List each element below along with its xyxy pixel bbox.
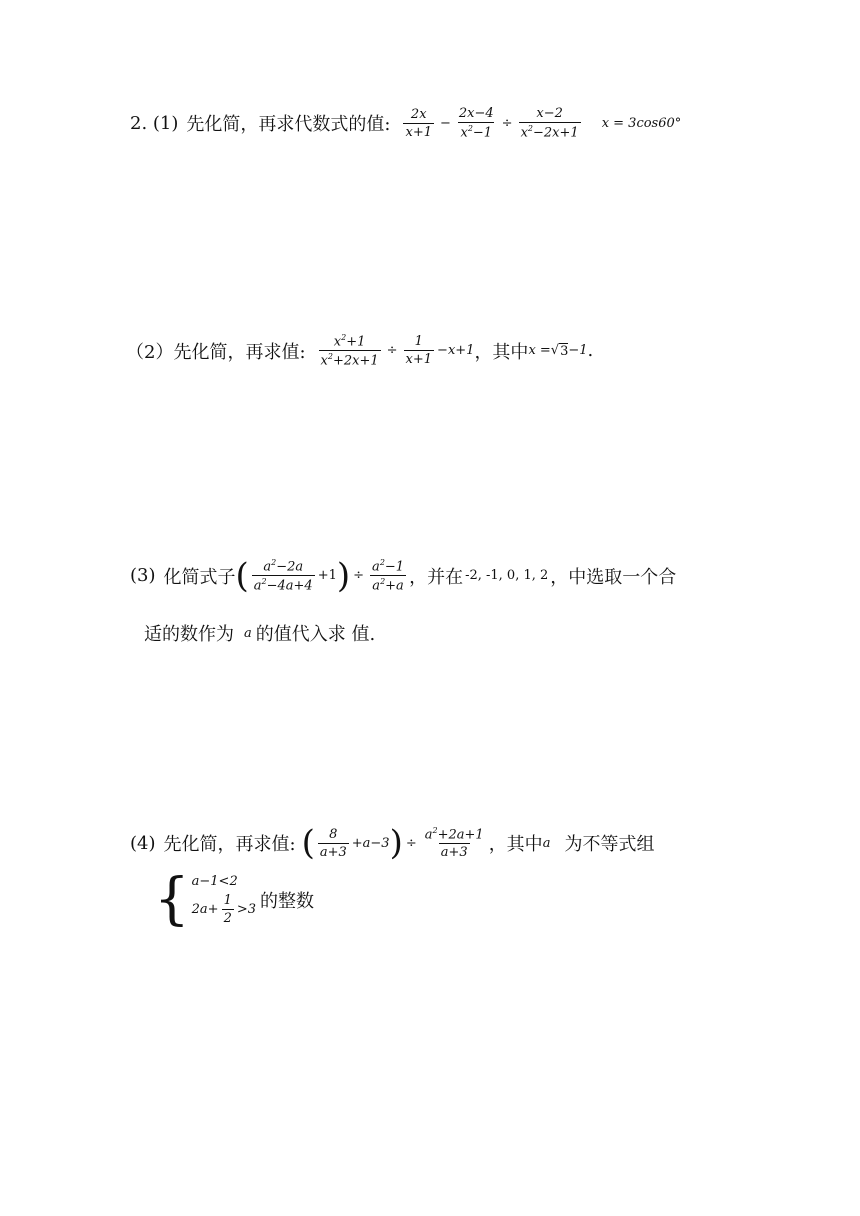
problem-1-text: 先化简，再求代数式的值: (186, 114, 391, 136)
problem-4-expression: ( $\frac{8}{a+3}$ +a−3 ) ÷ $\frac{a^2+2a+1}{a+3}$ ，其中 a 为不等式组 (301, 823, 655, 864)
problem-2-text: 先化简，再求值: (173, 341, 306, 363)
choice-list: -2, -1, 0, 1, 2 (465, 568, 549, 584)
fraction: $\frac{x-2}{x^2-2x+1}$ (520, 106, 579, 141)
problem-1-expression: $\frac{2x}{x+1}$ − $\frac{2x-4}{x^2-1}$ ÷ $\frac{x-2}{x^2-2x+1}$ x = 3cos60° (405, 106, 682, 141)
fraction: $\frac{2x}{x+1}$ (405, 106, 432, 140)
problem-3-expression: ( $\frac{a^2-2a}{a^2-4a+4}$ +1 ) ÷ $\frac{a^2-1}{a^2+a}$ ，并在 -2, -1, 0, 1, 2 ，中选取一个合 (235, 555, 677, 596)
problem-3-text: 化简式子 (163, 566, 236, 588)
problem-2-label: （2） (126, 341, 174, 363)
problem-3-line2: 适的数作为 a 的值代入求 值. (144, 624, 376, 645)
fraction: $\frac{a^2-2a}{a^2-4a+4}$ (253, 558, 313, 594)
problem-3-label: (3) (130, 565, 156, 587)
inequality-system: { a−1<2 2a+ $\frac{1}{2}$ >3 的整数 (154, 867, 315, 932)
problem-4-label: (4) (130, 832, 156, 854)
problem-3 (130, 555, 677, 596)
fraction: $\frac{2x-4}{x^2-1}$ (458, 106, 494, 141)
condition: x = 3cos60° (601, 115, 682, 131)
fraction: $\frac{1}{x+1}$ (405, 334, 433, 368)
inequality-row: a−1<2 (191, 874, 238, 889)
problem-1-label: 2. (1) (130, 112, 179, 134)
fraction: $\frac{8}{a+3}$ (319, 826, 347, 860)
sqrt-symbol: √ (550, 343, 560, 359)
fraction: $\frac{a^2+2a+1}{a+3}$ (424, 826, 484, 861)
brace-icon: { (154, 867, 190, 932)
problem-4-text: 先化简，再求值: (163, 834, 296, 856)
problem-2-expression: $\frac{x^2+1}{x^2+2x+1}$ ÷ $\frac{1}{x+1}$ −x+1 ，其中 x = √ 3 −1 . (320, 333, 594, 369)
problem-1 (130, 106, 681, 140)
fraction: $\frac{x^2+1}{x^2+2x+1}$ (320, 333, 379, 369)
inequality-row: 2a+ $\frac{1}{2}$ >3 (191, 893, 257, 926)
problem-4 (130, 823, 655, 864)
fraction: $\frac{a^2-1}{a^2+a}$ (372, 558, 405, 594)
problem-2 (126, 333, 593, 369)
